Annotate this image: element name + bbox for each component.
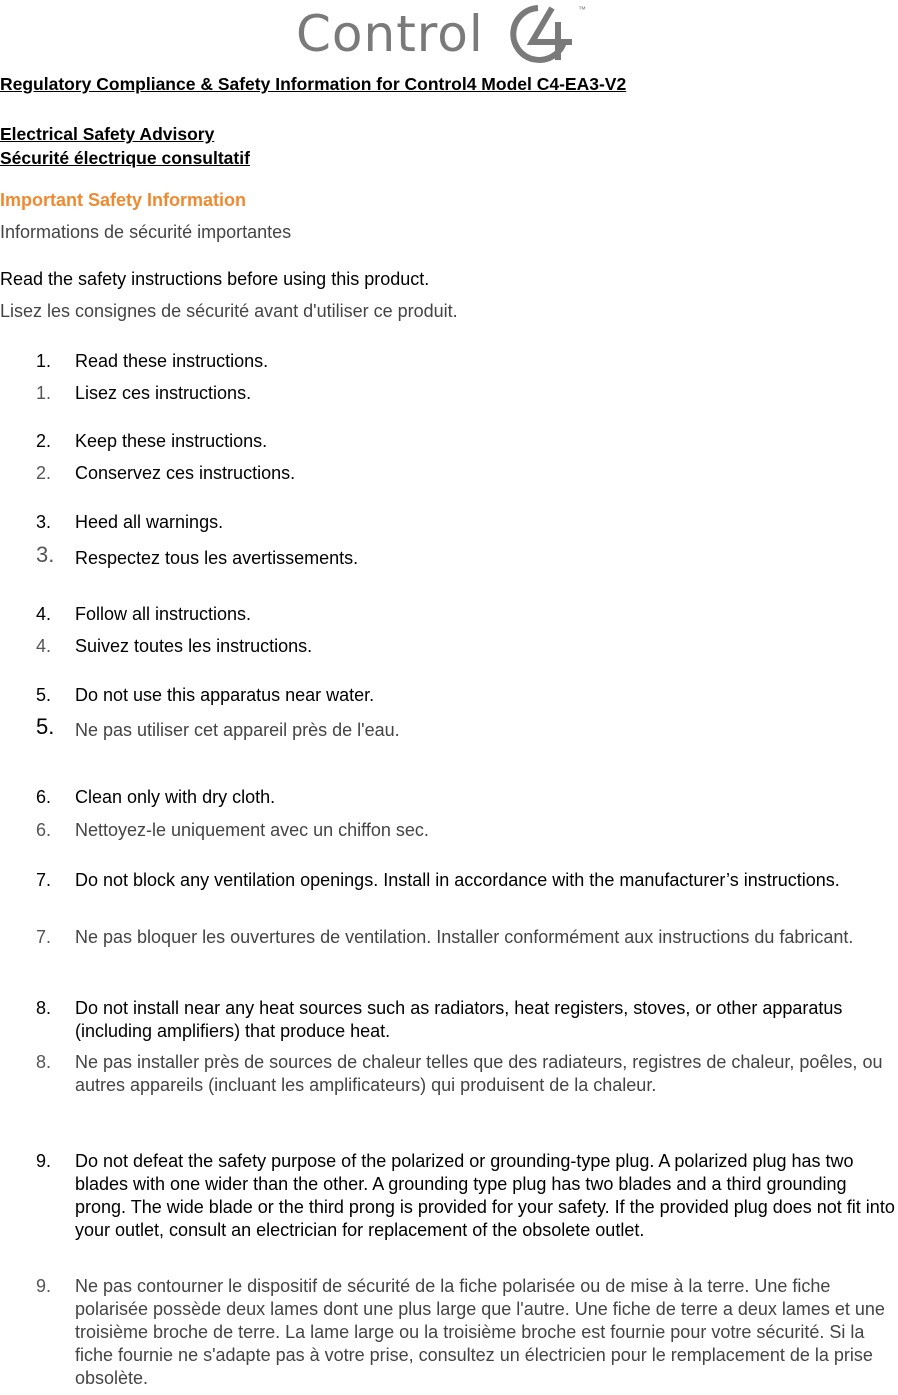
trademark: ™ — [578, 5, 586, 14]
advisory-heading-en: Electrical Safety Advisory — [0, 124, 215, 144]
control4-logo — [296, 0, 596, 66]
logo-wordmark: Control — [296, 5, 484, 63]
important-heading-fr: Informations de sécurité importantes — [0, 222, 292, 242]
page-title: Regulatory Compliance & Safety Information for Control4 Model C4-EA3-V2 — [0, 74, 627, 94]
logo-4-mark-icon — [508, 2, 590, 64]
read-instructions-en: Read the safety instructions before using this product. — [0, 269, 430, 289]
advisory-heading-fr: Sécurité électrique consultatif — [0, 148, 250, 168]
important-heading: Important Safety Information — [0, 190, 247, 210]
read-instructions-fr: Lisez les consignes de sécurité avant d'utiliser ce produit. — [0, 301, 458, 321]
